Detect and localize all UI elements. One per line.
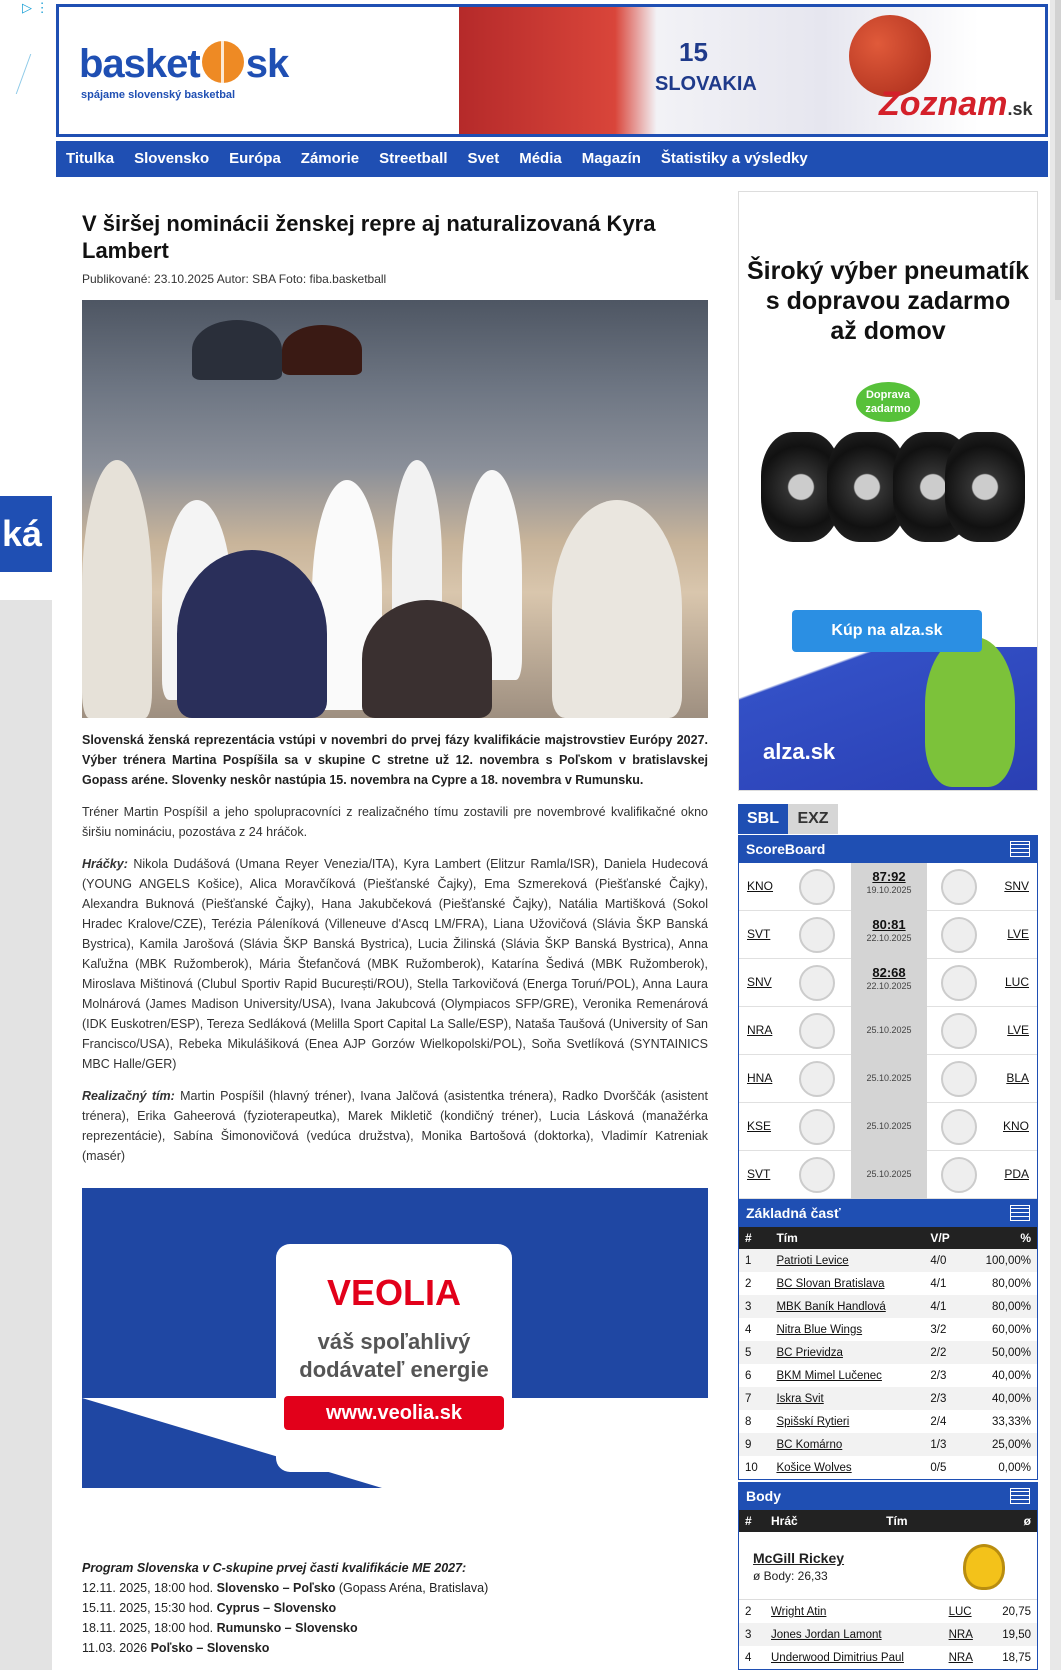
article-paragraph: Tréner Martin Pospíšil a jeho spolupracovníci z realizačného tímu zostavili pre novembrové kvalifikačné okno širšiu nomináciu, pozostáva z 24 hráčok. [82, 805, 708, 839]
veolia-ad[interactable] [82, 1188, 708, 1488]
left-side-ad[interactable]: ká [0, 496, 52, 572]
led-scoreboard [282, 325, 362, 375]
player-link[interactable]: Wright Atin [771, 1605, 827, 1618]
staff-member [82, 460, 152, 718]
free-delivery-badge: Doprava zadarmo [856, 382, 920, 422]
home-team-logo [799, 1157, 835, 1193]
nav-europa[interactable]: Európa [229, 150, 281, 167]
team-link[interactable]: Nitra Blue Wings [776, 1323, 863, 1336]
team-logo [963, 1544, 1005, 1590]
table-row: 2 Wright Atin LUC 20,75 [739, 1600, 1037, 1623]
basketball-logo-icon [202, 41, 244, 83]
nav-titulka[interactable]: Titulka [66, 150, 115, 167]
away-team-logo [941, 917, 977, 953]
table-grid-icon[interactable] [1010, 1488, 1030, 1504]
standings-header: Základná časť [738, 1199, 1038, 1227]
nav-svet[interactable]: Svet [467, 150, 500, 167]
jersey-number: 15 [679, 37, 708, 67]
article-title: V širšej nominácii ženskej repre aj naturalizovaná Kyra Lambert [82, 211, 656, 263]
alza-headline: Široký výber pneumatík s dopravou zadarmo až domov [746, 257, 1030, 345]
team-link[interactable]: Iskra Svit [770, 1387, 924, 1410]
tire-image [945, 432, 1025, 542]
table-row: 5 BC Prievidza 2/2 50,00% [739, 1341, 1037, 1364]
article-photo[interactable] [82, 300, 708, 718]
table-row: 4 Nitra Blue Wings 3/2 60,00% [739, 1318, 1037, 1341]
player-link[interactable]: Underwood Dimitrius Paul [771, 1651, 904, 1664]
alza-footer [739, 647, 1038, 791]
match-row[interactable]: SVT 25.10.2025 PDA [739, 1151, 1037, 1199]
team-link[interactable]: LUC [948, 1605, 972, 1618]
points-leaders: # Hráč Tím ø McGill Rickey ø Body: 26,33 2 Wright Atin LUC 20,75 3 Jones Jordan Lamont NRA 19,50 4 Underwood Dimitrius Paul NRA 18,75 [738, 1510, 1038, 1670]
program-row: 15.11. 2025, 15:30 hod. Cyprus – Slovensko [82, 1601, 337, 1615]
table-row: 2 BC Slovan Bratislava 4/1 80,00% [739, 1272, 1037, 1295]
player [362, 600, 492, 718]
article [82, 210, 708, 1658]
home-team-logo [799, 917, 835, 953]
veolia-logo: VEOLIA [326, 1272, 461, 1313]
team-link[interactable]: Košice Wolves [776, 1461, 852, 1474]
table-row: 10 Košice Wolves 0/5 0,00% [739, 1456, 1037, 1479]
alza-ad[interactable] [738, 191, 1038, 791]
points-header: Body [738, 1482, 1038, 1510]
team-link[interactable]: NRA [948, 1651, 973, 1664]
table-row: 1 Patrioti Levice 4/0 100,00% [739, 1249, 1037, 1272]
team-link[interactable]: BKM Mimel Lučenec [776, 1369, 882, 1382]
team-link[interactable]: BC Prievidza [770, 1341, 924, 1364]
tab-exz[interactable]: EXZ [788, 804, 838, 834]
nav-magazin[interactable]: Magazín [581, 150, 641, 167]
veolia-url[interactable]: www.veolia.sk [284, 1396, 504, 1430]
staff-member [177, 550, 327, 718]
nav-zamorie[interactable]: Zámorie [300, 150, 360, 167]
table-grid-icon[interactable] [1010, 841, 1030, 857]
away-team-logo [941, 1109, 977, 1145]
home-team-logo [799, 1013, 835, 1049]
nav-streetball[interactable]: Streetball [379, 150, 448, 167]
league-tabs [738, 804, 1038, 834]
veolia-tagline: váš spoľahlivý dodávateľ energie [299, 1329, 489, 1382]
top-scorer-average: ø Body: 26,33 [753, 1569, 828, 1583]
standings-table: # Tím V/P % 1 Patrioti Levice 4/0 100,00% 2 BC Slovan Bratislava 4/1 80,00% 3 MBK Baník Handlová 4/1 80,00% 4 Nitra Blue Wings 3/2 60,00% 5 BC Prievidza 2/2 50,00% 6 BKM Mimel Lučenec 2/3 40,00% 7 Iskra Svit 2/3 40,00% 8 Spišskí Rytieri 2/4 33,33% 9 BC Komárno 1/3 25,00% 10 Košice Wolves 0/5 0,00% [738, 1227, 1038, 1480]
table-row: 8 Spišskí Rytieri 2/4 33,33% [739, 1410, 1037, 1433]
adchoices-icon[interactable]: ▷ ⋮ [22, 0, 49, 15]
team-link[interactable]: Spišskí Rytieri [776, 1415, 850, 1428]
team-link[interactable]: BC Komárno [770, 1433, 924, 1456]
table-row: 4 Underwood Dimitrius Paul NRA 18,75 [739, 1646, 1037, 1669]
top-scorer[interactable] [739, 1532, 1037, 1600]
player [552, 500, 682, 718]
zoznam-logo[interactable]: Zoznam.sk [879, 85, 1033, 123]
table-row: 9 BC Komárno 1/3 25,00% [739, 1433, 1037, 1456]
home-team-logo [799, 1061, 835, 1097]
tab-sbl[interactable]: SBL [738, 804, 788, 834]
program-row: 12.11. 2025, 18:00 hod. Slovensko – Poľsko (Gopass Aréna, Bratislava) [82, 1581, 489, 1595]
top-scorer-name[interactable]: McGill Rickey [753, 1550, 845, 1566]
site-logo[interactable]: basket sk [79, 42, 289, 86]
site-header [56, 4, 1048, 137]
team-link[interactable]: MBK Baník Handlová [770, 1295, 924, 1318]
site-tagline: spájame slovenský basketbal [81, 89, 236, 101]
program-title: Program Slovenska v C-skupine prvej časti kvalifikácie ME 2027: [82, 1561, 467, 1575]
scoreboard [738, 863, 1038, 1199]
away-team-logo [941, 965, 977, 1001]
staff-paragraph: Realizačný tím: Martin Pospíšil (hlavný tréner), Ivana Jalčová (asistentka trénera), Radko Dvorščák (asistent trénera), Erika Gaheerová (fyzioterapeutka), Marek Mikletič (kondičný tréner), Lucia Lásková (manažérka reprezentácie), Sabína Šimonovičová (vedúca družstva), Monika Bartošová (doktorka), Vladimír Katreniak (masér) [82, 1089, 708, 1163]
jersey-text: SLOVAKIA [655, 73, 757, 95]
match-row[interactable]: KSE 25.10.2025 KNO [739, 1103, 1037, 1151]
article-lead: Slovenská ženská reprezentácia vstúpi v novembri do prvej fázy kvalifikácie majstrovstiev Európy 2027. Výber trénera Martina Pospíšila sa v skupine C stretne už 12. novembra s Poľskom v bratislavskej Gopass aréne. Slovenky neskôr nastúpia 15. novembra na Cypre a 18. novembra v Rumunsku. [82, 733, 708, 787]
program [82, 1558, 708, 1658]
team-link[interactable]: Patrioti Levice [770, 1249, 924, 1272]
article-meta: Publikované: 23.10.2025 Autor: SBA Foto: fiba.basketball [82, 272, 387, 286]
match-row[interactable]: SNV 82:68 22.10.2025 LUC [739, 959, 1037, 1007]
program-row: 11.03. 2026 Poľsko – Slovensko [82, 1641, 270, 1655]
match-row[interactable]: NRA 25.10.2025 LVE [739, 1007, 1037, 1055]
player-link[interactable]: Jones Jordan Lamont [765, 1623, 943, 1646]
table-row: 6 BKM Mimel Lučenec 2/3 40,00% [739, 1364, 1037, 1387]
away-team-logo [941, 1061, 977, 1097]
nav-media[interactable]: Média [519, 150, 562, 167]
match-row[interactable]: SVT 80:81 22.10.2025 LVE [739, 911, 1037, 959]
home-team-logo [799, 1109, 835, 1145]
home-team-logo [799, 965, 835, 1001]
left-gutter-background [0, 600, 52, 1670]
nav-statistiky[interactable]: Štatistiky a výsledky [660, 150, 808, 167]
table-grid-icon[interactable] [1010, 1205, 1030, 1221]
scoreboard-screen [192, 320, 282, 380]
away-team-logo [941, 1157, 977, 1193]
match-row[interactable]: HNA 25.10.2025 BLA [739, 1055, 1037, 1103]
veolia-card [276, 1244, 512, 1472]
alza-mascot [925, 637, 1015, 787]
away-team-logo [941, 869, 977, 905]
team-link[interactable]: NRA [943, 1623, 987, 1646]
table-row: 7 Iskra Svit 2/3 40,00% [739, 1387, 1037, 1410]
right-scrollbar-thumb[interactable] [1055, 0, 1061, 300]
alza-buy-button[interactable]: Kúp na alza.sk [792, 610, 982, 652]
main-navigation [56, 141, 1048, 177]
away-team-logo [941, 1013, 977, 1049]
match-row[interactable]: KNO 87:92 19.10.2025 SNV [739, 863, 1037, 911]
home-team-logo [799, 869, 835, 905]
players-paragraph: Hráčky: Nikola Dudášová (Umana Reyer Venezia/ITA), Kyra Lambert (Elitzur Ramla/ISR), Daniela Hudecová (YOUNG ANGELS Košice), Alica Moravčíková (Piešťanské Čajky), Ema Szmereková (Piešťanské Čajky), Alexandra Buknová (Piešťanské Čajky), Hana Jakubčeková (Piešťanské Čajky), Natália Martišková (Sokol Hradec Kralove/CZE), Terézia Páleníková (Villeneuve d'Ascq LM/FRA), Liana Užovičová (Slávia ŠKP Banská Bystrica), Kamila Jarošová (Slávia ŠKP Banská Bystrica), Lucia Žilinská (Slávia ŠKP Banská Bystrica), Anna Kaľužna (MBK Ružomberok), Mária Štefančová (MBK Ružomberok), Katarína Šedivá (MBK Ružomberok), Miroslava Mištinová (Clubul Sportiv Rapid București/ROU), Stella Tarkovičová (Energa Toruń/POL), Anna Laura Molnárová (James Madison University/USA), Ivana Jakubcová (Olympiacos SFP/GRE), Veronika Remenárová (IDK Euskotren/ESP), Tereza Sedláková (Melilla Sport Capital La Salle/ESP), Nataša Taušová (University of San Francisco/USA), Rebeka Mikulášiková (Enea AJP Gorzów Wielkopolski/POL), Soňa Svetlíková (SYNTAINICS MBC Halle/GER) [82, 857, 708, 1071]
table-row: 3 Jones Jordan Lamont NRA 19,50 [739, 1623, 1037, 1646]
table-row: 3 MBK Baník Handlová 4/1 80,00% [739, 1295, 1037, 1318]
scoreboard-header: ScoreBoard [738, 835, 1038, 863]
team-link[interactable]: BC Slovan Bratislava [776, 1277, 885, 1290]
alza-logo: alza.sk [763, 739, 836, 764]
nav-slovensko[interactable]: Slovensko [134, 150, 210, 167]
program-row: 18.11. 2025, 18:00 hod. Rumunsko – Slovensko [82, 1621, 358, 1635]
